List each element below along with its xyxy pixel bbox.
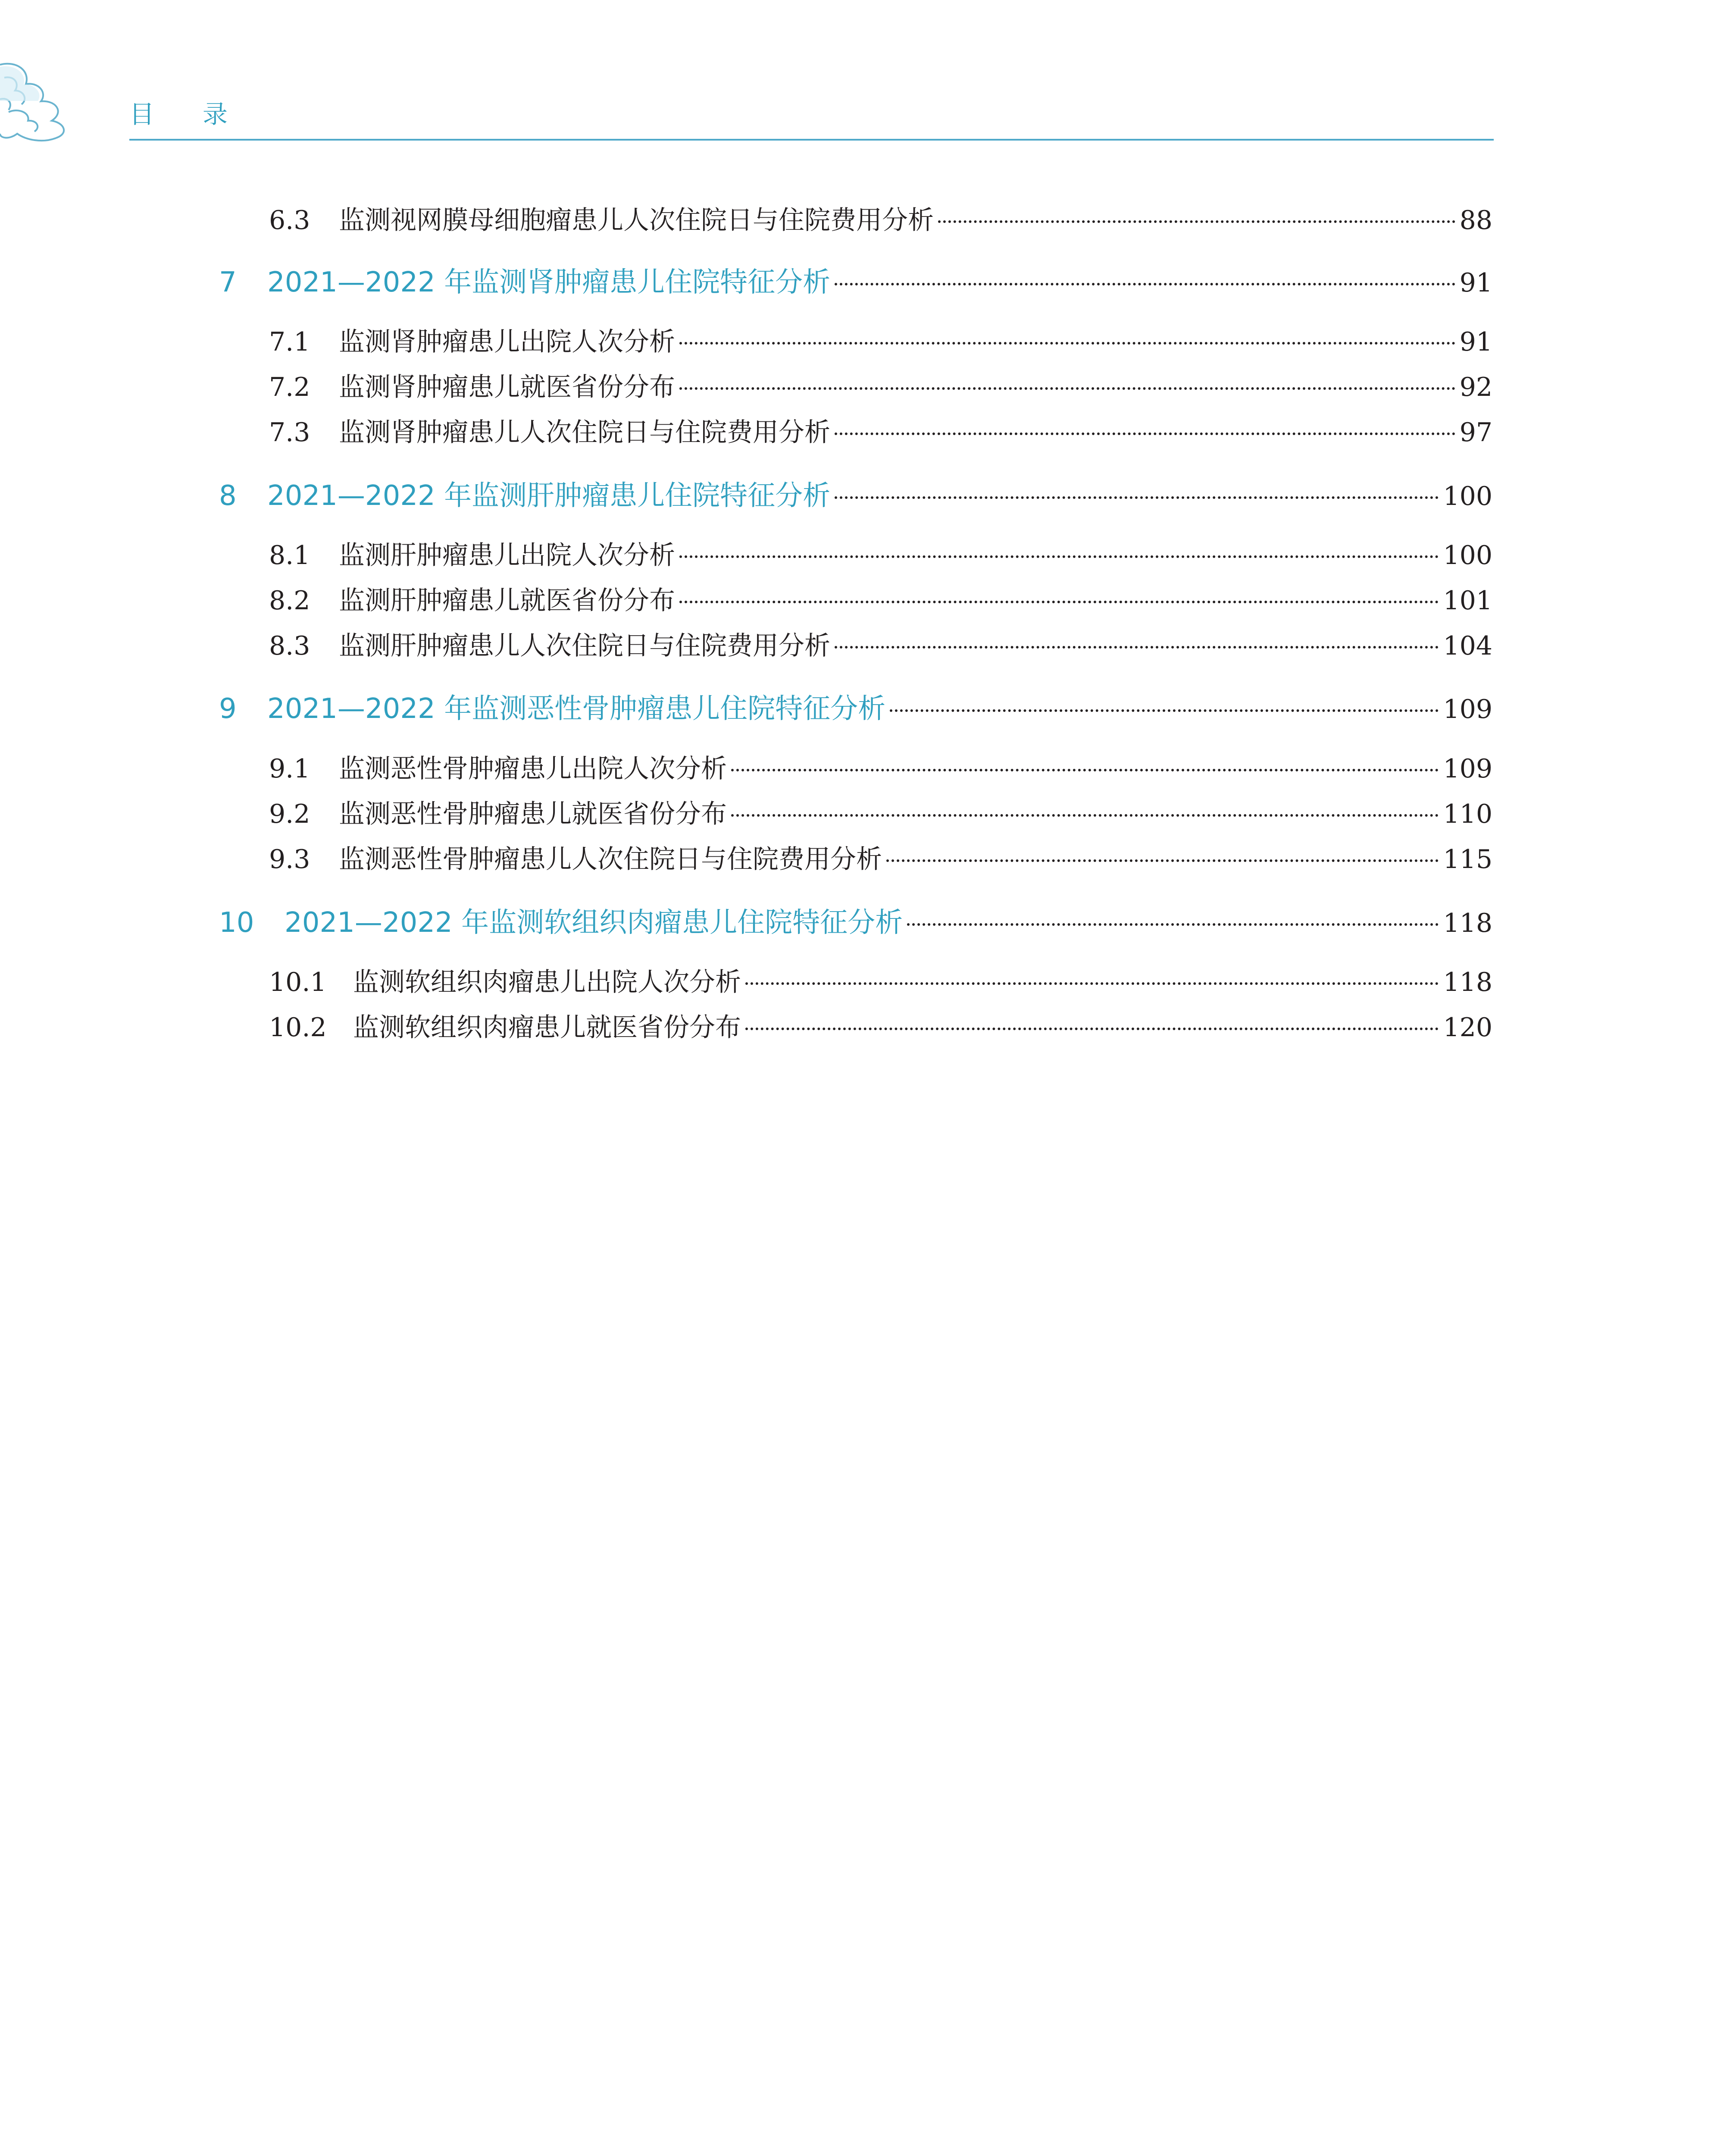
- toc-number: 10.2: [269, 1012, 327, 1043]
- toc-title: 监测肾肿瘤患儿出院人次分析: [339, 327, 675, 357]
- dot-leader: [835, 283, 1455, 285]
- toc-number: 7: [219, 266, 237, 298]
- dot-leader: [907, 923, 1439, 926]
- toc-page-number: 109: [1443, 694, 1492, 724]
- toc-entry-chapter-8[interactable]: [219, 473, 1492, 513]
- toc-page-number: 101: [1443, 586, 1492, 616]
- toc-title: 监测肝肿瘤患儿人次住院日与住院费用分析: [339, 631, 830, 661]
- page-header-title: [129, 94, 228, 130]
- dot-leader: [745, 982, 1439, 985]
- toc-entry-9-3[interactable]: [269, 839, 1492, 876]
- dot-leader: [679, 387, 1455, 390]
- toc-number: 8.3: [269, 631, 310, 661]
- dot-leader: [835, 432, 1455, 435]
- toc-title: 监测视网膜母细胞瘤患儿人次住院日与住院费用分析: [339, 205, 934, 235]
- toc-entry-chapter-7[interactable]: [219, 260, 1492, 300]
- toc-title: 监测肝肿瘤患儿就医省份分布: [339, 586, 675, 616]
- toc-page-number: 115: [1443, 844, 1492, 874]
- toc-title: 监测恶性骨肿瘤患儿人次住院日与住院费用分析: [339, 844, 882, 874]
- toc-entry-7-3[interactable]: [269, 412, 1492, 449]
- dot-leader: [745, 1028, 1439, 1030]
- toc-page-number: 100: [1443, 540, 1492, 570]
- toc-number: 8.1: [269, 540, 310, 570]
- toc-entry-9-2[interactable]: [269, 793, 1492, 830]
- dot-leader: [679, 342, 1455, 345]
- toc-page-number: 109: [1443, 754, 1492, 784]
- toc-number: 9.2: [269, 799, 310, 829]
- toc-title: 监测软组织肉瘤患儿出院人次分析: [353, 967, 741, 997]
- toc-number: 10: [219, 907, 254, 939]
- toc-entry-6-3[interactable]: [269, 200, 1492, 237]
- toc-page-number: 118: [1443, 908, 1492, 938]
- toc-entry-10-2[interactable]: [269, 1007, 1492, 1044]
- header-divider: [129, 139, 1494, 141]
- toc-title: 监测恶性骨肿瘤患儿就医省份分布: [339, 799, 727, 829]
- dot-leader: [886, 859, 1439, 862]
- toc-entry-8-1[interactable]: [269, 535, 1492, 572]
- toc-entry-8-3[interactable]: [269, 625, 1492, 662]
- toc-number: 7.3: [269, 417, 310, 448]
- toc-page-number: 104: [1443, 631, 1492, 661]
- toc-page-number: 92: [1459, 372, 1492, 402]
- dot-leader: [938, 220, 1455, 223]
- toc-page-number: 120: [1443, 1012, 1492, 1043]
- toc-title: 2021—2022 年监测软组织肉瘤患儿住院特征分析: [285, 907, 903, 939]
- dot-leader: [679, 555, 1439, 558]
- toc-title: 监测恶性骨肿瘤患儿出院人次分析: [339, 754, 727, 784]
- toc-number: 10.1: [269, 967, 327, 997]
- toc-title: 2021—2022 年监测肾肿瘤患儿住院特征分析: [267, 266, 831, 298]
- toc-entry-9-1[interactable]: [269, 748, 1492, 785]
- dot-leader: [835, 646, 1439, 649]
- cloud-ornament-icon: [0, 47, 73, 147]
- toc-entry-7-2[interactable]: [269, 367, 1492, 404]
- header-title-char-1: 目: [129, 100, 155, 129]
- toc-title: 监测肝肿瘤患儿出院人次分析: [339, 540, 675, 570]
- toc-page-number: 110: [1443, 799, 1492, 829]
- toc-number: 9.3: [269, 844, 310, 874]
- header-title-char-2: 录: [203, 100, 228, 129]
- dot-leader: [731, 814, 1439, 817]
- toc-title: 监测肾肿瘤患儿人次住院日与住院费用分析: [339, 417, 830, 448]
- toc-title: 监测肾肿瘤患儿就医省份分布: [339, 372, 675, 402]
- toc-title: 2021—2022 年监测恶性骨肿瘤患儿住院特征分析: [267, 693, 886, 725]
- toc-entry-10-1[interactable]: [269, 962, 1492, 999]
- toc-page-number: 118: [1443, 967, 1492, 997]
- toc-page-number: 91: [1459, 268, 1492, 298]
- toc-number: 6.3: [269, 205, 310, 235]
- toc-page-number: 88: [1459, 205, 1492, 235]
- dot-leader: [679, 601, 1439, 603]
- toc-number: 7.1: [269, 327, 310, 357]
- toc-number: 9: [219, 693, 237, 725]
- dot-leader: [890, 709, 1439, 712]
- toc-title: 2021—2022 年监测肝肿瘤患儿住院特征分析: [267, 480, 831, 512]
- toc-entry-chapter-9[interactable]: [219, 686, 1492, 726]
- toc-number: 8.2: [269, 586, 310, 616]
- toc-number: 9.1: [269, 754, 310, 784]
- toc-entry-7-1[interactable]: [269, 321, 1492, 358]
- toc-page-number: 97: [1459, 417, 1492, 448]
- toc-number: 8: [219, 480, 237, 512]
- toc-title: 监测软组织肉瘤患儿就医省份分布: [353, 1012, 741, 1043]
- dot-leader: [835, 496, 1439, 499]
- toc-entry-8-2[interactable]: [269, 580, 1492, 617]
- toc-page-number: 91: [1459, 327, 1492, 357]
- toc-entry-chapter-10[interactable]: [219, 900, 1492, 940]
- toc-page-number: 100: [1443, 481, 1492, 511]
- dot-leader: [731, 769, 1439, 771]
- toc-number: 7.2: [269, 372, 310, 402]
